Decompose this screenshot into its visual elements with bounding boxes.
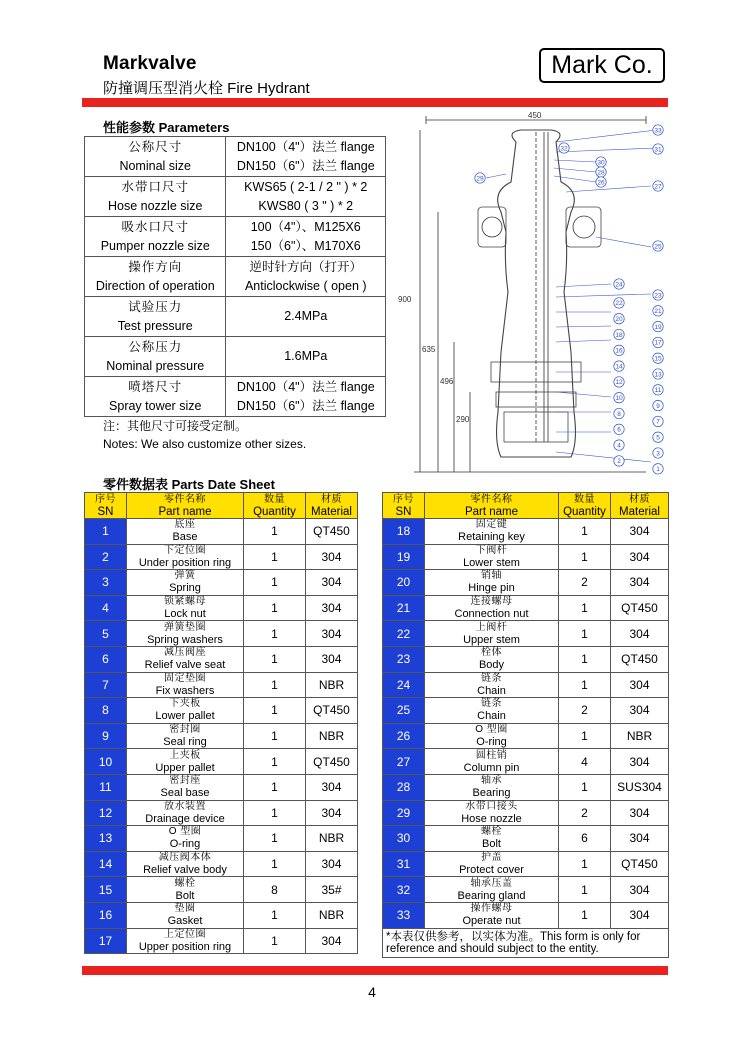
part-row xyxy=(383,621,669,647)
part-sn: 11 xyxy=(85,774,127,800)
part-sn: 5 xyxy=(85,621,127,647)
part-sn: 8 xyxy=(85,698,127,724)
part-name: 栓体 Body xyxy=(425,646,559,672)
part-material: 304 xyxy=(611,621,669,647)
callout-label: 26 xyxy=(597,179,605,187)
part-name: 螺栓 Bolt xyxy=(425,826,559,852)
part-quantity: 1 xyxy=(559,646,611,672)
callout-label: 9 xyxy=(656,402,660,410)
callout-label: 3 xyxy=(656,450,660,458)
param-value: KWS65 ( 2-1 / 2 " ) * 2 KWS80 ( 3 " ) * 2 xyxy=(226,177,386,217)
part-quantity: 1 xyxy=(244,800,306,826)
param-row xyxy=(85,217,386,257)
part-quantity: 1 xyxy=(244,570,306,596)
part-row xyxy=(383,672,669,698)
part-name: 减压阀座 Relief valve seat xyxy=(127,646,244,672)
part-name: O 型圈 O-ring xyxy=(127,826,244,852)
part-sn: 28 xyxy=(383,774,425,800)
part-name: 下夹板 Lower pallet xyxy=(127,698,244,724)
part-quantity: 1 xyxy=(244,723,306,749)
part-row xyxy=(383,723,669,749)
part-row xyxy=(85,646,358,672)
part-sn: 3 xyxy=(85,570,127,596)
param-value: 100（4"）、M125X6 150（6"）、M170X6 xyxy=(226,217,386,257)
callout-label: 23 xyxy=(654,292,662,300)
part-row xyxy=(85,570,358,596)
part-row xyxy=(85,877,358,903)
callout-label: 20 xyxy=(615,316,623,323)
part-material: NBR xyxy=(611,723,669,749)
callout-label: 24 xyxy=(615,281,623,289)
part-sn: 17 xyxy=(85,928,127,954)
part-sn: 21 xyxy=(383,595,425,621)
param-value: 2.4MPa xyxy=(226,297,386,337)
callout-label: 1 xyxy=(656,466,660,474)
part-quantity: 1 xyxy=(244,519,306,545)
part-quantity: 1 xyxy=(559,851,611,877)
part-name: 操作螺母 Operate nut xyxy=(425,902,559,928)
part-name: 固定键 Retaining key xyxy=(425,519,559,545)
part-quantity: 1 xyxy=(244,544,306,570)
part-quantity: 1 xyxy=(559,519,611,545)
header-quantity: 数量 Quantity xyxy=(244,493,306,519)
part-sn: 4 xyxy=(85,595,127,621)
param-row xyxy=(85,177,386,217)
dim-290: 290 xyxy=(456,415,470,424)
part-sn: 10 xyxy=(85,749,127,775)
part-name: O 型圈 O-ring xyxy=(425,723,559,749)
part-quantity: 1 xyxy=(244,749,306,775)
param-row xyxy=(85,257,386,297)
part-material: QT450 xyxy=(611,646,669,672)
parts-footnote-row xyxy=(383,928,669,957)
part-name: 链条 Chain xyxy=(425,672,559,698)
part-material: 304 xyxy=(611,902,669,928)
param-key: 吸水口尺寸 Pumper nozzle size xyxy=(85,217,226,257)
part-sn: 20 xyxy=(383,570,425,596)
part-row xyxy=(383,646,669,672)
parameters-heading-en: Parameters xyxy=(158,120,230,135)
param-key: 喷塔尺寸 Spray tower size xyxy=(85,377,226,417)
part-row xyxy=(85,902,358,928)
part-quantity: 1 xyxy=(244,698,306,724)
parameters-table xyxy=(84,136,386,417)
note-zh: 注：其他尺寸可接受定制。 xyxy=(103,419,248,433)
part-name: 放水装置 Drainage device xyxy=(127,800,244,826)
param-value: 逆时针方向（打开） Anticlockwise ( open ) xyxy=(226,257,386,297)
parameters-heading-zh: 性能参数 xyxy=(103,120,156,135)
page-number: 4 xyxy=(368,984,376,1000)
param-row xyxy=(85,137,386,177)
part-quantity: 1 xyxy=(559,774,611,800)
product-subtitle: 防撞调压型消火栓 Fire Hydrant xyxy=(103,80,310,97)
part-name: 弹簧 Spring xyxy=(127,570,244,596)
top-divider xyxy=(82,98,668,107)
part-row xyxy=(85,672,358,698)
part-material: 304 xyxy=(611,519,669,545)
part-sn: 26 xyxy=(383,723,425,749)
callout-label: 17 xyxy=(654,339,662,347)
part-material: 304 xyxy=(611,877,669,903)
param-key: 试验压力 Test pressure xyxy=(85,297,226,337)
part-name: 密封圈 Seal ring xyxy=(127,723,244,749)
part-row xyxy=(383,902,669,928)
header-quantity: 数量 Quantity xyxy=(559,493,611,519)
header-material: 材质 Material xyxy=(306,493,358,519)
callout-label: 7 xyxy=(656,418,660,426)
param-value: 1.6MPa xyxy=(226,337,386,377)
part-material: 304 xyxy=(306,544,358,570)
callout-label: 19 xyxy=(654,323,662,331)
part-quantity: 1 xyxy=(244,851,306,877)
part-material: 304 xyxy=(611,698,669,724)
part-quantity: 1 xyxy=(244,621,306,647)
part-material: NBR xyxy=(306,902,358,928)
part-row xyxy=(383,544,669,570)
part-material: 35# xyxy=(306,877,358,903)
part-quantity: 2 xyxy=(559,800,611,826)
part-name: 销轴 Hinge pin xyxy=(425,570,559,596)
part-material: 304 xyxy=(611,826,669,852)
dim-450: 450 xyxy=(528,112,542,120)
part-sn: 24 xyxy=(383,672,425,698)
part-sn: 32 xyxy=(383,877,425,903)
part-row xyxy=(85,723,358,749)
part-name: 护盖 Protect cover xyxy=(425,851,559,877)
dim-900: 900 xyxy=(398,295,412,304)
dim-496: 496 xyxy=(440,377,454,386)
dim-635: 635 xyxy=(422,345,436,354)
callout-label: 33 xyxy=(654,127,662,135)
header-part-name: 零件名称 Part name xyxy=(425,493,559,519)
part-name: 锁紧螺母 Lock nut xyxy=(127,595,244,621)
part-quantity: 1 xyxy=(559,902,611,928)
parts-footnote: *本表仅供参考，以实体为准。This form is only for reference and should subject to the entity. xyxy=(383,928,669,957)
part-sn: 31 xyxy=(383,851,425,877)
part-material: 304 xyxy=(306,646,358,672)
callout-label: 2 xyxy=(617,458,621,466)
part-quantity: 1 xyxy=(559,672,611,698)
part-row xyxy=(383,877,669,903)
part-sn: 29 xyxy=(383,800,425,826)
callout-label: 32 xyxy=(560,145,568,153)
header-part-name: 零件名称 Part name xyxy=(127,493,244,519)
parts-heading-en: Parts Date Sheet xyxy=(171,477,275,492)
callout-label: 28 xyxy=(597,169,605,177)
part-name: 上阀杆 Upper stem xyxy=(425,621,559,647)
part-quantity: 1 xyxy=(244,595,306,621)
part-material: 304 xyxy=(306,595,358,621)
parts-table-left xyxy=(84,492,358,954)
part-material: QT450 xyxy=(306,698,358,724)
part-material: 304 xyxy=(611,749,669,775)
part-row xyxy=(383,519,669,545)
param-row xyxy=(85,377,386,417)
hydrant-section-drawing xyxy=(396,112,672,482)
part-name: 密封座 Seal base xyxy=(127,774,244,800)
part-name: 轴承 Bearing xyxy=(425,774,559,800)
param-value: DN100（4"）法兰 flange DN150（6"）法兰 flange xyxy=(226,137,386,177)
part-row xyxy=(85,519,358,545)
parts-table-right-header xyxy=(383,493,669,519)
parts-heading-zh: 零件数据表 xyxy=(103,477,169,492)
part-sn: 2 xyxy=(85,544,127,570)
part-name: 固定垫圈 Fix washers xyxy=(127,672,244,698)
part-name: 上定位圈 Upper position ring xyxy=(127,928,244,954)
part-material: QT450 xyxy=(611,851,669,877)
part-sn: 27 xyxy=(383,749,425,775)
callout-label: 6 xyxy=(617,426,621,434)
callout-label: 22 xyxy=(615,300,623,308)
callout-label: 10 xyxy=(615,395,623,402)
part-name: 减压阀本体 Relief valve body xyxy=(127,851,244,877)
part-name: 轴承压盖 Bearing gland xyxy=(425,877,559,903)
callout-label: 30 xyxy=(597,159,605,167)
header-material: 材质 Material xyxy=(611,493,669,519)
part-name: 链条 Chain xyxy=(425,698,559,724)
part-material: 304 xyxy=(306,800,358,826)
part-sn: 19 xyxy=(383,544,425,570)
part-row xyxy=(383,698,669,724)
part-name: 水带口接头 Hose nozzle xyxy=(425,800,559,826)
callout-label: 18 xyxy=(615,331,623,339)
part-row xyxy=(85,544,358,570)
part-name: 连接螺母 Connection nut xyxy=(425,595,559,621)
part-material: NBR xyxy=(306,826,358,852)
callout-label: 21 xyxy=(654,308,662,316)
part-material: QT450 xyxy=(306,519,358,545)
part-name: 螺栓 Bolt xyxy=(127,877,244,903)
part-sn: 7 xyxy=(85,672,127,698)
part-material: NBR xyxy=(306,672,358,698)
parts-table-right xyxy=(382,492,669,958)
part-material: QT450 xyxy=(306,749,358,775)
part-row xyxy=(85,698,358,724)
company-logo: Mark Co. xyxy=(539,48,665,83)
part-quantity: 1 xyxy=(559,595,611,621)
part-name: 圆柱销 Column pin xyxy=(425,749,559,775)
param-row xyxy=(85,297,386,337)
callout-label: 12 xyxy=(615,379,623,387)
part-quantity: 1 xyxy=(559,621,611,647)
part-quantity: 1 xyxy=(244,928,306,954)
callout-label: 5 xyxy=(656,434,660,442)
callout-label: 25 xyxy=(654,243,662,251)
part-material: 304 xyxy=(611,544,669,570)
part-row xyxy=(383,774,669,800)
callout-label: 11 xyxy=(654,387,662,395)
part-quantity: 4 xyxy=(559,749,611,775)
part-row xyxy=(85,749,358,775)
part-sn: 12 xyxy=(85,800,127,826)
part-row xyxy=(85,621,358,647)
part-sn: 6 xyxy=(85,646,127,672)
part-material: 304 xyxy=(611,570,669,596)
part-quantity: 6 xyxy=(559,826,611,852)
part-sn: 22 xyxy=(383,621,425,647)
callout-label: 31 xyxy=(654,146,662,154)
header-sn: 序号 SN xyxy=(85,493,127,519)
part-material: 304 xyxy=(306,928,358,954)
part-sn: 16 xyxy=(85,902,127,928)
part-material: SUS304 xyxy=(611,774,669,800)
param-key: 公称压力 Nominal pressure xyxy=(85,337,226,377)
callout-label: 29 xyxy=(476,175,484,183)
part-name: 下定位圈 Under position ring xyxy=(127,544,244,570)
part-quantity: 1 xyxy=(559,877,611,903)
part-material: 304 xyxy=(306,774,358,800)
part-sn: 14 xyxy=(85,851,127,877)
part-quantity: 1 xyxy=(244,646,306,672)
parameters-heading xyxy=(103,117,229,136)
part-name: 底座 Base xyxy=(127,519,244,545)
bottom-divider xyxy=(82,966,668,975)
note-en: Notes: We also customize other sizes. xyxy=(103,437,307,451)
part-material: 304 xyxy=(306,851,358,877)
part-material: NBR xyxy=(306,723,358,749)
part-quantity: 1 xyxy=(559,723,611,749)
part-material: 304 xyxy=(306,621,358,647)
param-key: 公称尺寸 Nominal size xyxy=(85,137,226,177)
callout-label: 8 xyxy=(617,410,621,418)
part-sn: 25 xyxy=(383,698,425,724)
callout-label: 27 xyxy=(654,183,662,191)
part-sn: 18 xyxy=(383,519,425,545)
part-name: 垫圈 Gasket xyxy=(127,902,244,928)
part-quantity: 1 xyxy=(559,544,611,570)
part-row xyxy=(85,800,358,826)
part-material: QT450 xyxy=(611,595,669,621)
callout-label: 14 xyxy=(615,363,623,371)
part-quantity: 2 xyxy=(559,698,611,724)
parts-heading xyxy=(103,474,275,493)
callout-label: 15 xyxy=(654,355,662,363)
part-row xyxy=(85,774,358,800)
part-sn: 23 xyxy=(383,646,425,672)
part-row xyxy=(383,851,669,877)
callout-label: 16 xyxy=(615,347,623,355)
part-row xyxy=(85,928,358,954)
part-sn: 9 xyxy=(85,723,127,749)
part-row xyxy=(85,826,358,852)
part-quantity: 8 xyxy=(244,877,306,903)
part-quantity: 1 xyxy=(244,774,306,800)
param-key: 操作方向 Direction of operation xyxy=(85,257,226,297)
part-row xyxy=(383,826,669,852)
callout-label: 4 xyxy=(617,442,621,450)
part-row xyxy=(383,595,669,621)
param-row xyxy=(85,337,386,377)
part-quantity: 1 xyxy=(244,902,306,928)
part-material: 304 xyxy=(306,570,358,596)
part-material: 304 xyxy=(611,800,669,826)
part-row xyxy=(85,595,358,621)
header-sn: 序号 SN xyxy=(383,493,425,519)
param-key: 水带口尺寸 Hose nozzle size xyxy=(85,177,226,217)
part-name: 弹簧垫圈 Spring washers xyxy=(127,621,244,647)
part-quantity: 1 xyxy=(244,672,306,698)
part-sn: 30 xyxy=(383,826,425,852)
part-name: 上夹板 Upper pallet xyxy=(127,749,244,775)
param-value: DN100（4"）法兰 flange DN150（6"）法兰 flange xyxy=(226,377,386,417)
part-material: 304 xyxy=(611,672,669,698)
part-quantity: 2 xyxy=(559,570,611,596)
part-sn: 33 xyxy=(383,902,425,928)
callout-label: 13 xyxy=(654,371,662,379)
part-name: 下阀杆 Lower stem xyxy=(425,544,559,570)
parts-table-left-header xyxy=(85,493,358,519)
part-row xyxy=(85,851,358,877)
part-sn: 15 xyxy=(85,877,127,903)
part-row xyxy=(383,749,669,775)
part-quantity: 1 xyxy=(244,826,306,852)
brand-title: Markvalve xyxy=(103,53,197,74)
part-sn: 13 xyxy=(85,826,127,852)
part-sn: 1 xyxy=(85,519,127,545)
part-row xyxy=(383,800,669,826)
part-row xyxy=(383,570,669,596)
